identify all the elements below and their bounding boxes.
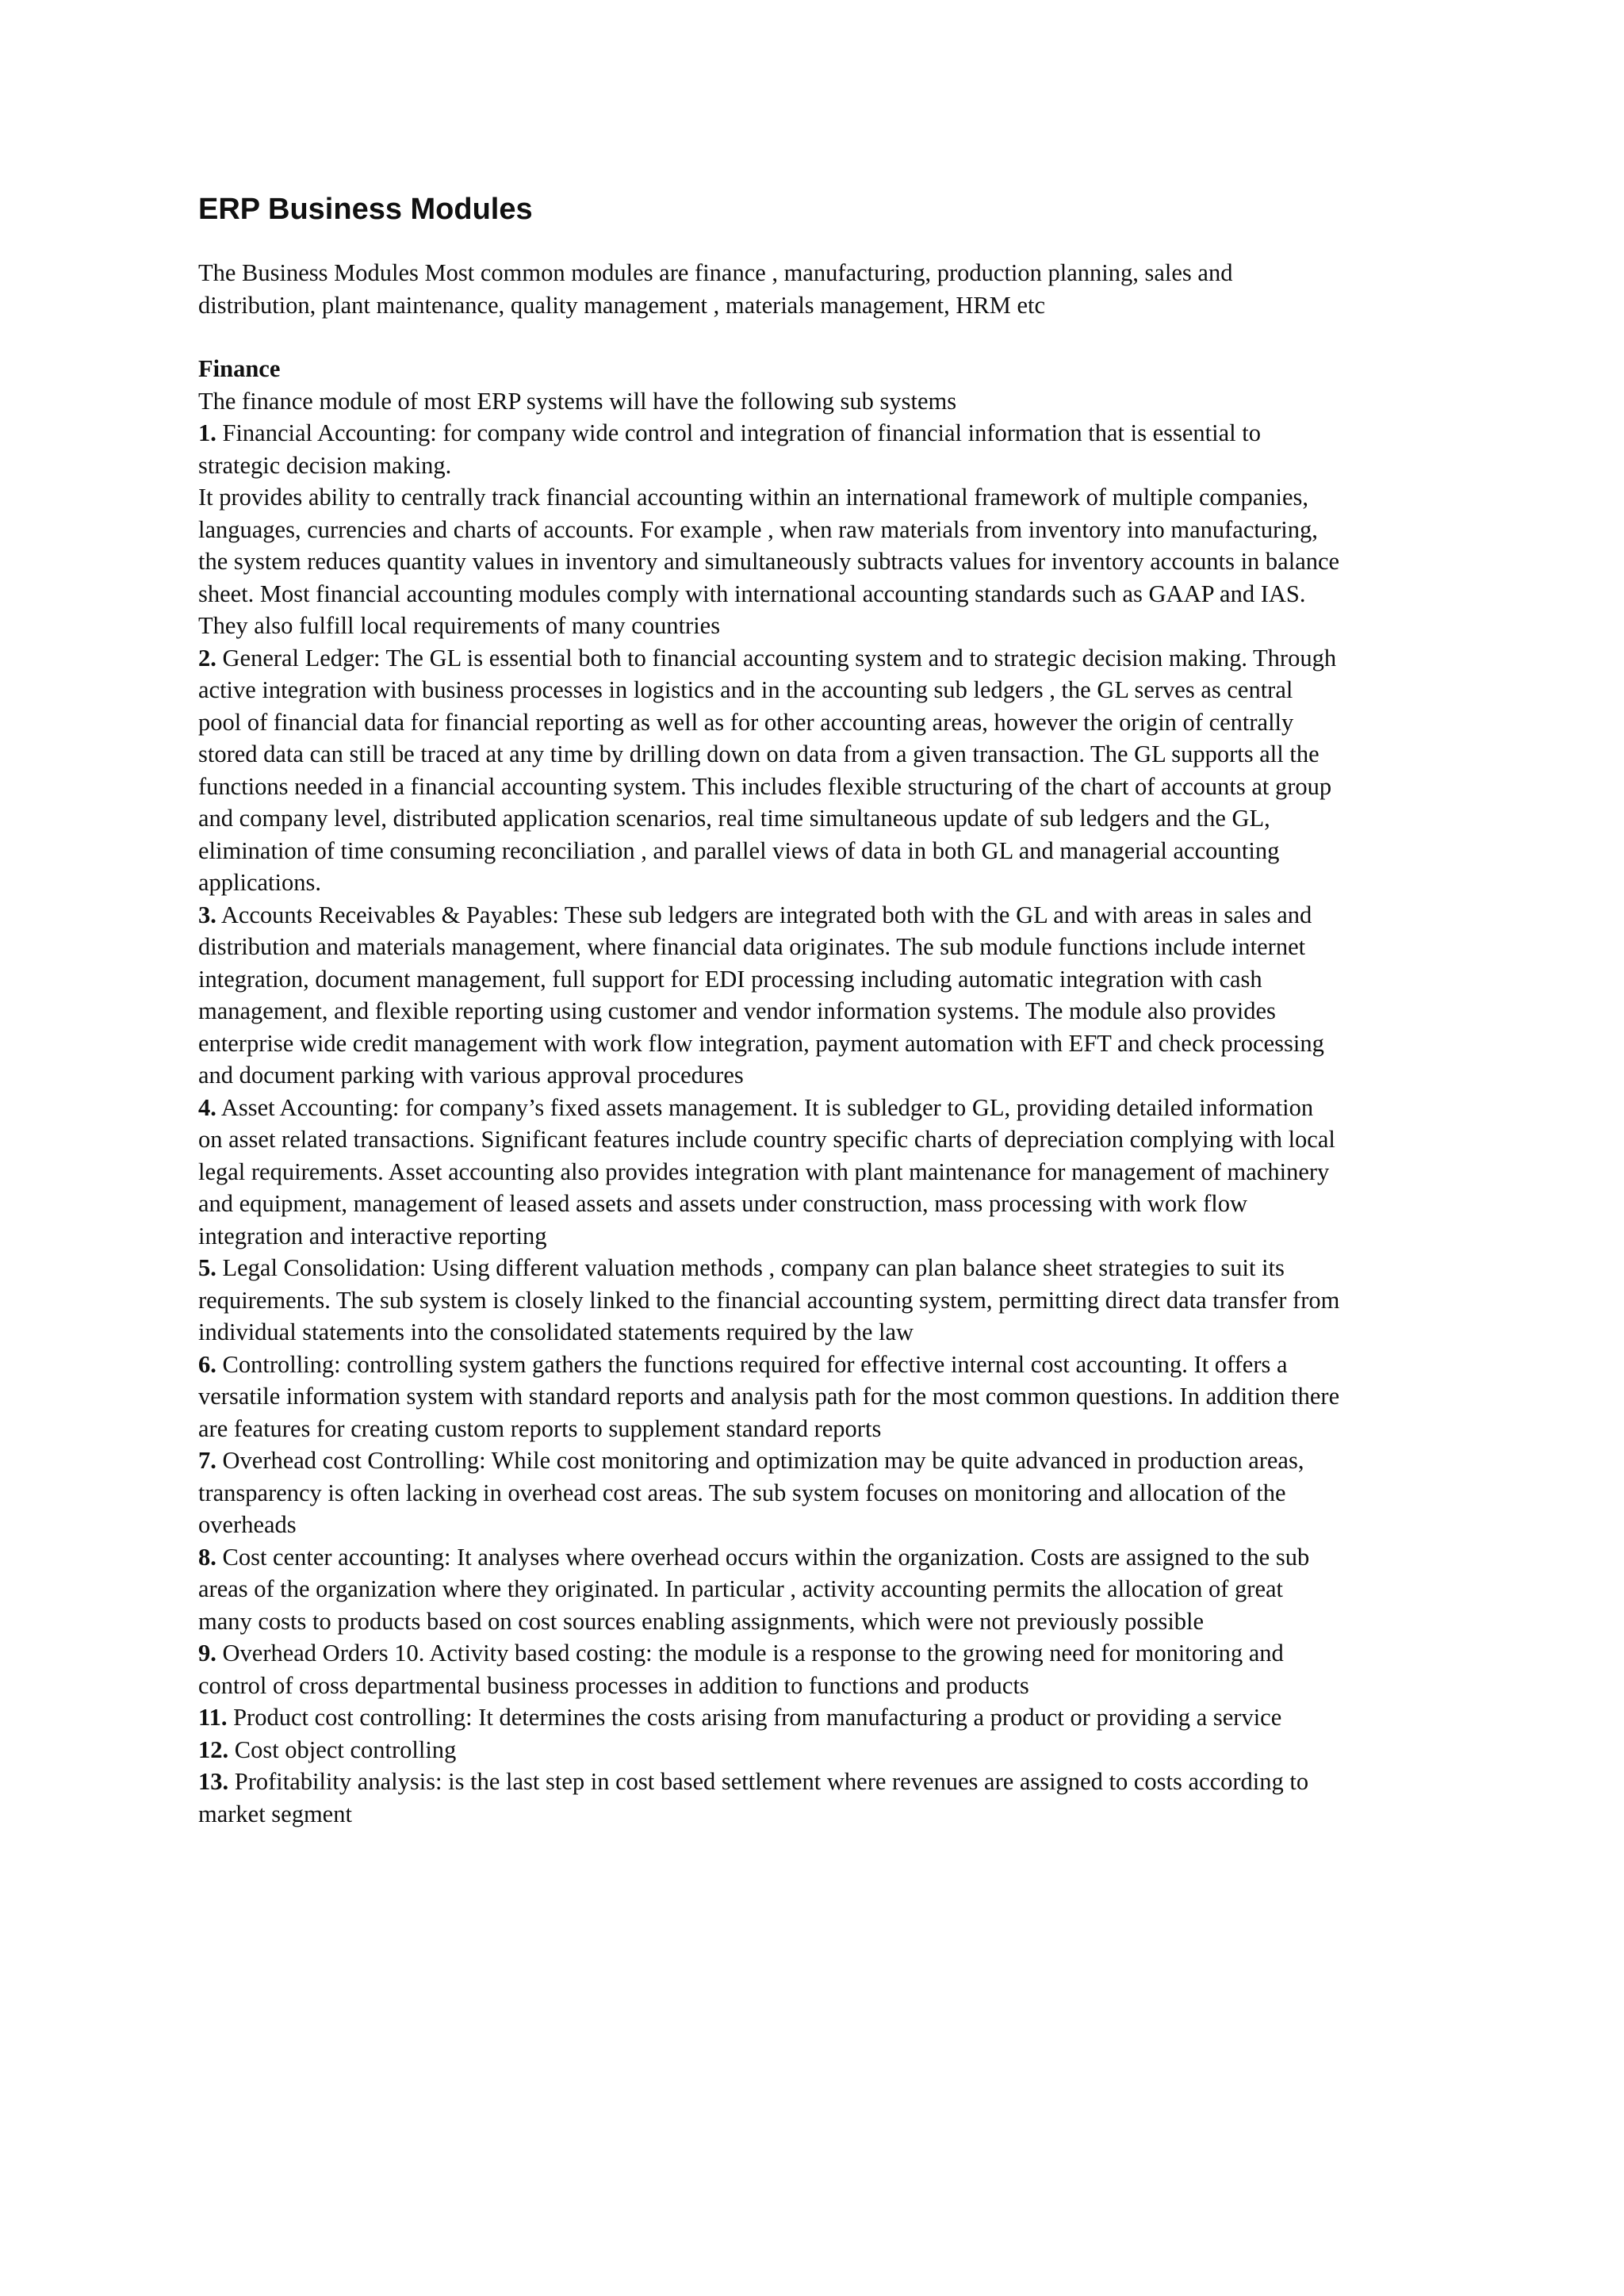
item-number: 8. [198,1543,216,1571]
item-number: 7. [198,1447,216,1474]
finance-item-12 [198,1734,1340,1766]
finance-item-6 [198,1349,1340,1445]
item-number: 3. [198,901,216,928]
finance-item-13 [198,1766,1340,1830]
item-text: Overhead Orders 10. Activity based costing: the module is a response to the growing need for monitoring and control of cross departmental business processes in addition to functions and products [198,1640,1284,1699]
intro-paragraph: The Business Modules Most common modules are finance , manufacturing, production planning, sales and distribution, plant maintenance, quality management , materials management, HRM etc [198,259,1233,319]
item-text: Accounts Receivables & Payables: These sub ledgers are integrated both with the GL and with areas in sales and distribution and materials management, where financial data originates. The sub module functions include internet integration, document management, full support for EDI processing including automatic integration with cash management, and flexible reporting using customer and vendor information systems. The module also provides enterprise wide credit management with work flow integration, payment automation with EFT and check processing and document parking with various approval procedures [198,901,1324,1089]
item-number: 5. [198,1254,216,1281]
item-text: Cost object controlling [234,1735,457,1763]
item-number: 11. [198,1704,228,1731]
finance-item-2 [198,642,1340,899]
finance-item-1 [198,417,1340,481]
finance-lead: The finance module of most ERP systems will have the following sub systems [198,387,957,415]
item-number: 1. [198,419,216,446]
item-number: 13. [198,1768,229,1795]
item-text: Financial Accounting: for company wide control and integration of financial information that is essential to strategic decision making. [198,419,1261,479]
item-text: Asset Accounting: for company’s fixed assets management. It is subledger to GL, providing detailed information on asset related transactions. Significant features include country specific charts of depreciation complying with local legal requirements. Asset accounting also provides integration with plant maintenance for management of machinery and equipment, management of leased assets and assets under construction, mass processing with work flow integration and interactive reporting [198,1093,1335,1249]
finance-item-9 [198,1637,1340,1701]
finance-item-3 [198,899,1340,1092]
finance-item-7 [198,1445,1340,1541]
finance-heading: Finance [198,355,281,382]
document-title: ERP Business Modules [198,193,533,226]
item-text: Cost center accounting: It analyses where overhead occurs within the organization. Costs are assigned to the sub areas of the organization where they originated. In particular , activity accounting permits the allocation of great many costs to products based on cost sources enabling assignments, which were not previously possible [198,1543,1310,1635]
item-number: 2. [198,644,216,672]
finance-section [198,353,1340,1830]
finance-item-4 [198,1092,1340,1253]
finance-item-1-detail: It provides ability to centrally track financial accounting within an international framework of multiple companies, languages, currencies and charts of accounts. For example , when raw materials from inventory into manufacturing, the system reduces quantity values in inventory and simultaneously subtracts values for inventory accounts in balance sheet. Most financial accounting modules comply with international accounting standards such as GAAP and IAS. They also fulfill local requirements of many countries [198,484,1340,639]
item-text: Profitability analysis: is the last step in cost based settlement where revenues are assigned to costs according to market segment [198,1768,1309,1827]
item-text: Controlling: controlling system gathers the functions required for effective internal cost accounting. It offers a versatile information system with standard reports and analysis path for the most common questions. In addition there are features for creating custom reports to supplement standard reports [198,1350,1340,1442]
finance-item-11 [198,1701,1340,1734]
item-text: Product cost controlling: It determines the costs arising from manufacturing a product or providing a service [233,1704,1282,1731]
finance-item-5 [198,1252,1340,1349]
item-number: 12. [198,1735,229,1763]
item-text: General Ledger: The GL is essential both to financial accounting system and to strategic decision making. Through active integration with business processes in logistics and in the accounting sub ledgers , the GL serves as central pool of financial data for financial reporting as well as for other accounting areas, however the origin of centrally stored data can still be traced at any time by drilling down on data from a given transaction. The GL supports all the functions needed in a financial accounting system. This includes flexible structuring of the chart of accounts at group and company level, distributed application scenarios, real time simultaneous update of sub ledgers and the GL, elimination of time consuming reconciliation , and parallel views of data in both GL and managerial accounting applications. [198,644,1337,896]
item-text: Legal Consolidation: Using different valuation methods , company can plan balance sheet strategies to suit its requirements. The sub system is closely linked to the financial accounting system, permitting direct data transfer from individual statements into the consolidated statements required by the law [198,1254,1340,1345]
item-text: Overhead cost Controlling: While cost monitoring and optimization may be quite advanced in production areas, transparency is often lacking in overhead cost areas. The sub system focuses on monitoring and allocation of the overheads [198,1447,1304,1538]
finance-item-8 [198,1541,1340,1638]
document-page [198,189,1340,1830]
item-number: 6. [198,1350,216,1378]
item-number: 9. [198,1640,216,1667]
item-number: 4. [198,1093,216,1121]
